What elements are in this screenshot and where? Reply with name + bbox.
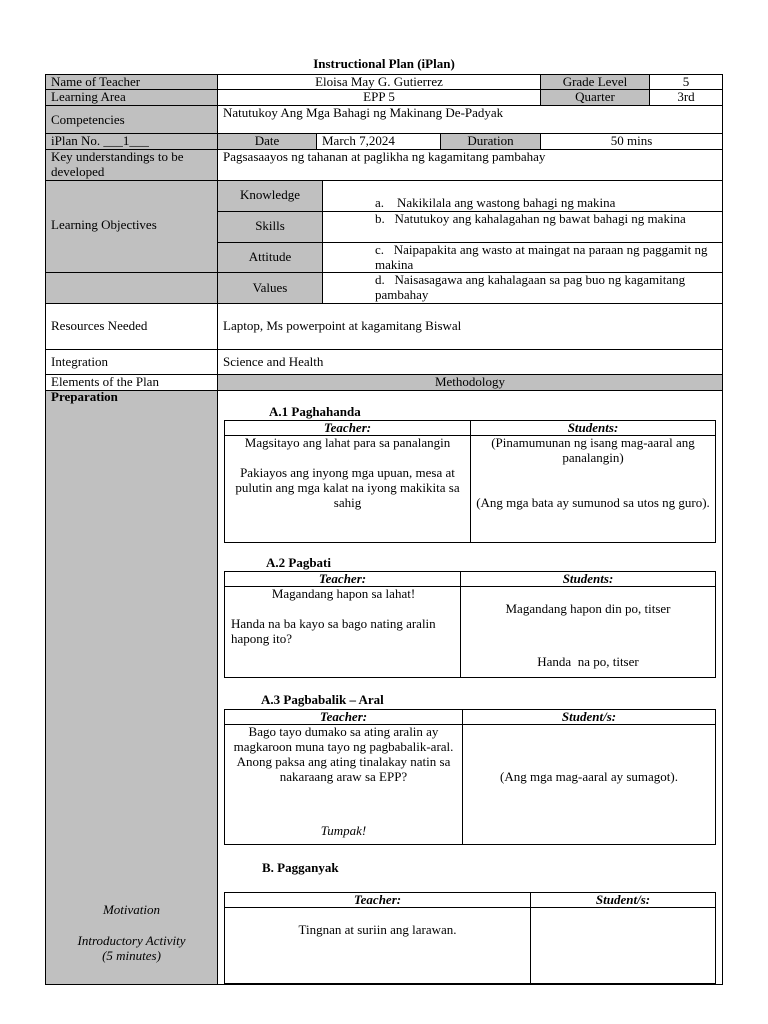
a1-table — [224, 420, 716, 543]
obj-knowledge-text: a. Nakikilala ang wastong bahagi ng makina — [375, 195, 616, 210]
obj-skills-label — [217, 211, 323, 243]
left-column — [45, 390, 218, 985]
a3-table — [224, 709, 716, 845]
section-a1-heading: A.1 Paghahanda — [269, 404, 361, 419]
iplan-number: iPlan No. ___1___ — [45, 133, 218, 150]
a2-students-cell — [461, 587, 716, 678]
a2-students-line-2: Handa na po, titser — [537, 653, 639, 669]
a2-teacher-cell — [225, 587, 461, 678]
integration-label-text: Integration — [51, 354, 109, 369]
obj-knowledge-value — [322, 180, 723, 212]
area-value: EPP 5 — [217, 89, 541, 106]
b-teacher-cell — [225, 908, 531, 984]
teacher-label: Name of Teacher — [45, 74, 218, 90]
intro-minutes-label: (5 minutes) — [102, 948, 161, 963]
a3-students-head: Student/s: — [463, 710, 716, 725]
competencies-label-text: Competencies — [51, 112, 125, 127]
date-label: Date — [217, 133, 317, 150]
resources-label — [45, 303, 218, 350]
a3-teacher-line-2: Tumpak! — [320, 822, 367, 838]
grade-value: 5 — [649, 74, 723, 90]
a1-teacher-head: Teacher: — [225, 421, 471, 436]
resources-label-text: Resources Needed — [51, 318, 148, 333]
date-value: March 7,2024 — [316, 133, 441, 150]
resources-value-text: Laptop, Ms powerpoint at kagamitang Biswal — [223, 318, 462, 333]
a1-teacher-line-2: Pakiayos ang inyong mga upuan, mesa at pulutin ang mga kalat na iyong makikita sa sahig — [235, 464, 460, 510]
key-understandings-label: Key understandings to be developed — [45, 149, 218, 181]
a2-table — [224, 571, 716, 678]
objectives-label — [45, 180, 218, 273]
integration-value-text: Science and Health — [223, 354, 324, 369]
duration-value: 50 mins — [540, 133, 723, 150]
objectives-label-text: Learning Objectives — [51, 217, 157, 232]
a2-teacher-line-2: Handa na ba kayo sa bago nating aralin hapong ito? — [231, 615, 436, 646]
obj-values-label — [217, 272, 323, 304]
section-a2-heading: A.2 Pagbati — [266, 555, 331, 570]
preparation-label: Preparation — [51, 389, 118, 404]
obj-values-text: d. Naisasagawa ang kahalagaan sa pag buo ng kagamitang pambahay — [375, 272, 689, 302]
a3-teacher-cell — [225, 725, 463, 845]
quarter-value: 3rd — [649, 89, 723, 106]
intro-activity-label: Introductory Activity — [77, 933, 186, 948]
obj-knowledge-label-text: Knowledge — [240, 187, 300, 202]
competencies-value: Natutukoy Ang Mga Bahagi ng Makinang De-Padyak — [217, 105, 723, 134]
quarter-label: Quarter — [540, 89, 650, 106]
objectives-label-extra — [45, 272, 218, 304]
section-b-heading: B. Pagganyak — [262, 860, 339, 875]
obj-skills-label-text: Skills — [255, 218, 285, 233]
a2-teacher-line-1: Magandang hapon sa lahat! — [271, 586, 416, 601]
integration-value — [217, 349, 723, 375]
b-teacher-line-1: Tingnan at suriin ang larawan. — [298, 922, 457, 937]
b-teacher-head: Teacher: — [225, 893, 531, 908]
duration-label: Duration — [440, 133, 541, 150]
obj-attitude-label — [217, 242, 323, 273]
obj-values-value — [322, 272, 723, 304]
obj-values-label-text: Values — [252, 280, 288, 295]
obj-attitude-label-text: Attitude — [248, 249, 292, 264]
integration-label — [45, 349, 218, 375]
a1-teacher-line-1: Magsitayo ang lahat para sa panalangin — [244, 435, 451, 450]
b-students-head: Student/s: — [531, 893, 716, 908]
a2-students-head: Students: — [461, 572, 716, 587]
elements-label: Elements of the Plan — [45, 374, 218, 391]
a3-teacher-line-1: Bago tayo dumako sa ating aralin ay magkaroon muna tayo ng pagbabalik-aral. Anong paksa ang ating tinalakay natin sa nakaraang araw sa EPP? — [233, 724, 454, 784]
a2-teacher-head: Teacher: — [225, 572, 461, 587]
motivation-label: Motivation — [102, 902, 161, 917]
a2-students-line-1: Magandang hapon din po, titser — [505, 601, 671, 616]
a1-students-line-2: (Ang mga bata ay sumunod sa utos ng guro). — [476, 494, 710, 510]
key-understandings-value: Pagsasaayos ng tahanan at paglikha ng kagamitang pambahay — [217, 149, 723, 181]
a1-teacher-cell — [225, 436, 471, 543]
section-a3-heading: A.3 Pagbabalik – Aral — [261, 692, 384, 707]
methodology-label: Methodology — [217, 374, 723, 391]
document-title: Instructional Plan (iPlan) — [313, 56, 455, 71]
obj-attitude-value — [322, 242, 723, 273]
obj-skills-text: b. Natutukoy ang kahalagahan ng bawat bahagi ng makina — [375, 211, 686, 226]
a1-students-head: Students: — [471, 421, 716, 436]
obj-knowledge-label — [217, 180, 323, 212]
obj-skills-value — [322, 211, 723, 243]
a3-students-cell — [463, 725, 716, 845]
a1-students-line-1: (Pinamumunan ng isang mag-aaral ang panalangin) — [491, 435, 695, 465]
obj-attitude-text: c. Naipapakita ang wasto at maingat na paraan ng paggamit ng makina — [375, 242, 711, 272]
b-table — [224, 892, 716, 984]
a1-students-cell — [471, 436, 716, 543]
competencies-label — [45, 105, 218, 134]
grade-label: Grade Level — [540, 74, 650, 90]
b-students-cell — [531, 908, 716, 984]
resources-value — [217, 303, 723, 350]
a3-students-line-1: (Ang mga mag-aaral ay sumagot). — [500, 769, 678, 784]
teacher-value: Eloisa May G. Gutierrez — [217, 74, 541, 90]
area-label: Learning Area — [45, 89, 218, 106]
a3-teacher-head: Teacher: — [225, 710, 463, 725]
